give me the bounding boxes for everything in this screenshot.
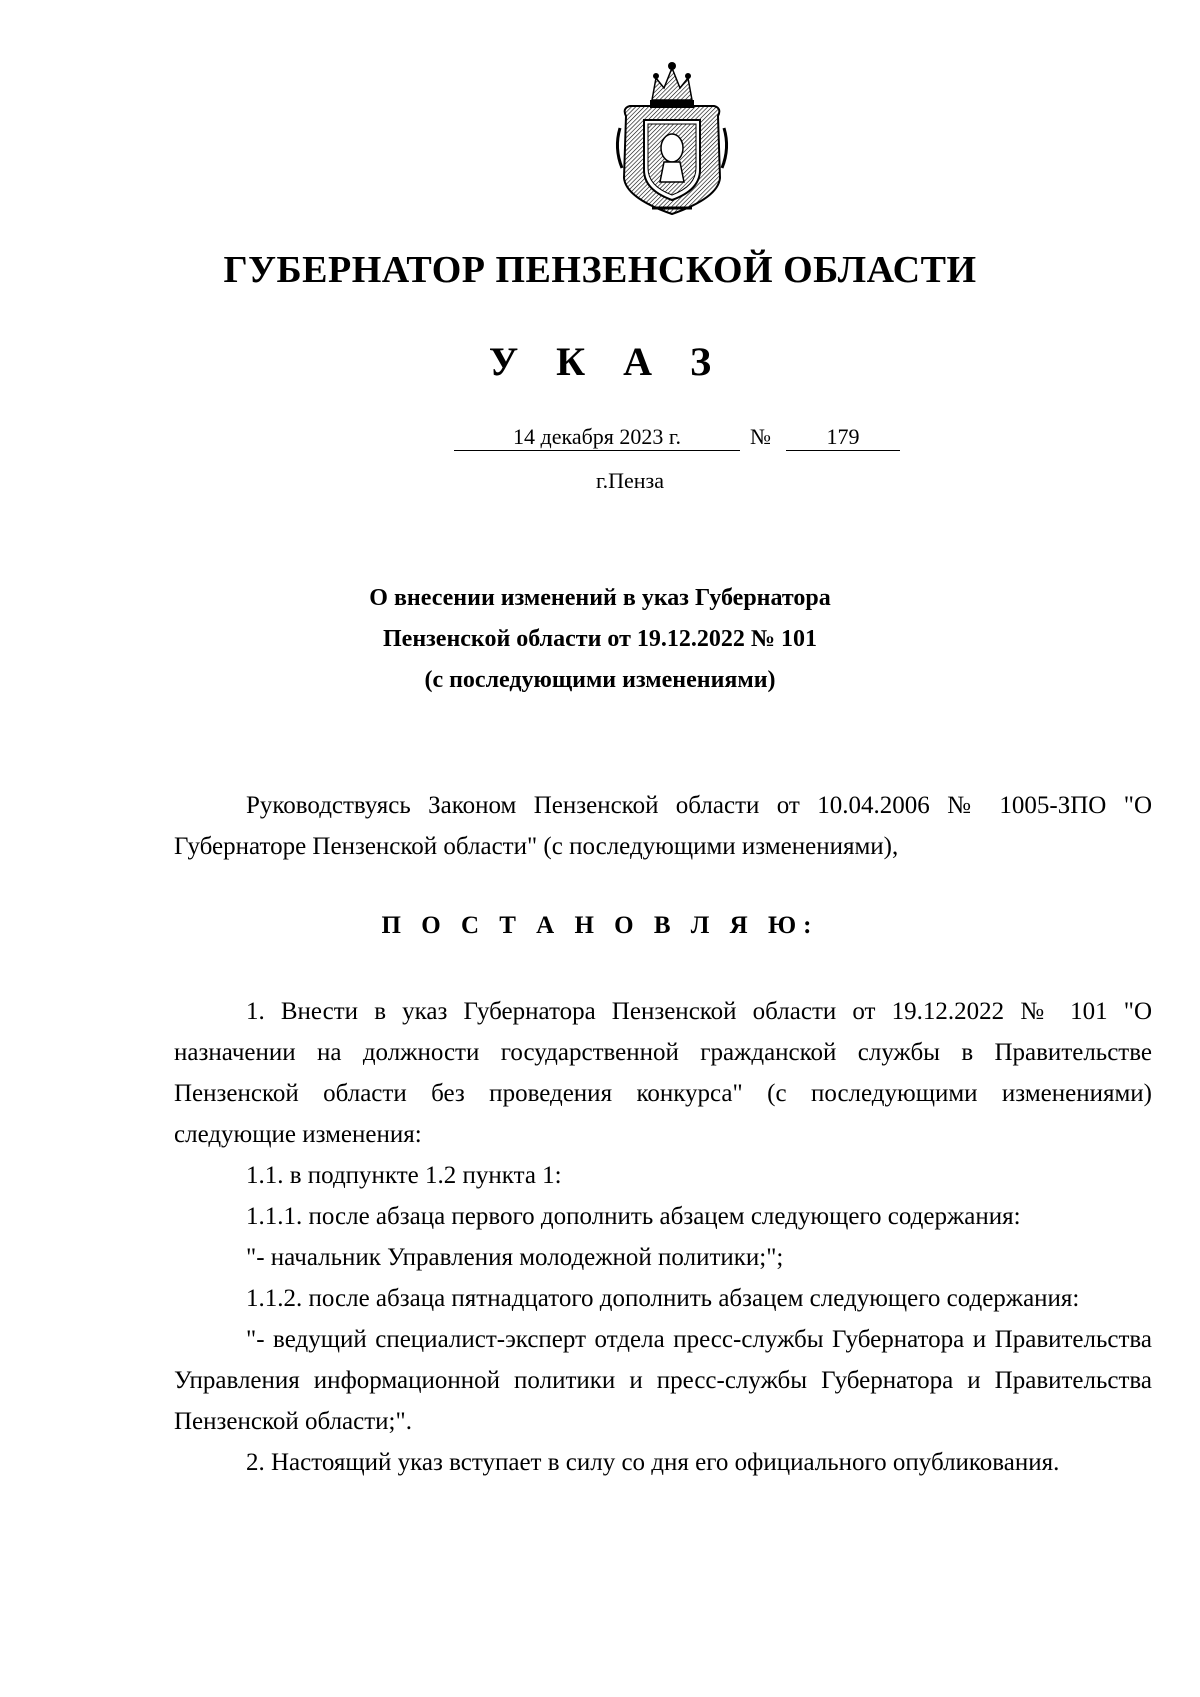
document-title: [0, 578, 1200, 701]
paragraph-1-1-1: 1.1.1. после абзаца первого дополнить абзацем следующего содержания:: [246, 1203, 1021, 1230]
coat-of-arms-icon: [612, 58, 732, 220]
paragraph-1-1: 1.1. в подпункте 1.2 пункта 1:: [246, 1162, 562, 1189]
title-line-2: Пензенской области от 19.12.2022 № 101: [383, 626, 817, 652]
paragraph-1: 1. Внести в указ Губернатора Пензенской области от 19.12.2022 № 101 "О назначении на должности государственной гражданской службы в Правительстве Пензенской области без проведения конкурса" (с последующими изменениями) следующие изменения:: [174, 998, 1152, 1148]
preamble-text: Руководствуясь Законом Пензенской области от 10.04.2006 № 1005-ЗПО "О Губернаторе Пензенской области" (с последующими изменениями),: [174, 792, 1152, 860]
number-label: №: [750, 424, 771, 449]
title-line-3: (с последующими изменениями): [424, 667, 776, 693]
decree-word: П О С Т А Н О В Л Я Ю:: [381, 912, 819, 939]
preamble: [174, 785, 1152, 867]
document-type: У К А З: [488, 339, 726, 384]
paragraph-1-1-2: 1.1.2. после абзаца пятнадцатого дополнить абзацем следующего содержания:: [246, 1285, 1080, 1312]
document-date: 14 декабря 2023 г.: [454, 424, 740, 451]
quote-2: "- ведущий специалист-эксперт отдела пресс-службы Губернатора и Правительства Управления информационной политики и пресс-службы Губернатора и Правительства Пензенской области;".: [174, 1326, 1152, 1435]
title-line-1: О внесении изменений в указ Губернатора: [369, 585, 831, 611]
city: г.Пенза: [596, 468, 664, 493]
paragraph-2: 2. Настоящий указ вступает в силу со дня его официального опубликования.: [246, 1449, 1060, 1476]
document-number: 179: [786, 424, 900, 451]
quote-1: "- начальник Управления молодежной политики;";: [246, 1244, 784, 1271]
authority-title: ГУБЕРНАТОР ПЕНЗЕНСКОЙ ОБЛАСТИ: [223, 249, 977, 291]
decree-body: [174, 991, 1152, 1483]
